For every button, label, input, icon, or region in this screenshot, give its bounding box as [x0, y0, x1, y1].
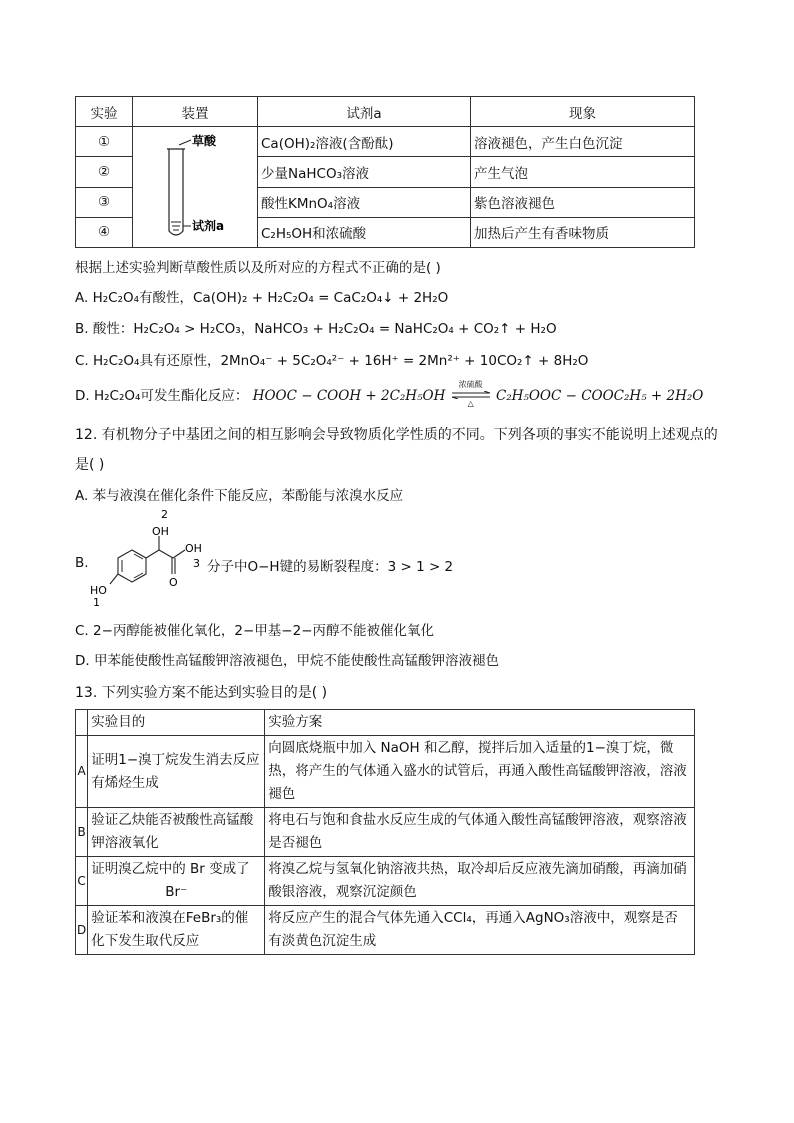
reaction-condition-arrow [450, 380, 492, 408]
goal-cell: 验证乙炔能否被酸性高锰酸钾溶液氧化 [88, 808, 265, 857]
struct-number-3: 3 [193, 557, 200, 570]
row-number: ③ [76, 187, 133, 217]
option-key: A [76, 736, 88, 808]
table-row [76, 127, 695, 157]
apparatus-cell [133, 127, 258, 248]
goal-line-br-ion: Br⁻ [165, 884, 188, 900]
q12-option-c: C. 2−丙醇能被催化氧化，2−甲基−2−丙醇不能被催化氧化 [75, 623, 435, 639]
experiment-table [75, 96, 695, 248]
struct-oh-right: OH [185, 542, 202, 555]
header-cell: 实验 [76, 97, 133, 127]
q11-stem: 根据上述实验判断草酸性质以及所对应的方程式不正确的是( ) [75, 260, 441, 276]
equilibrium-arrow-icon [450, 391, 492, 399]
row-number: ④ [76, 217, 133, 247]
q12-stem-line2: 是( ) [75, 457, 105, 473]
test-tube-diagram [133, 127, 251, 247]
phenomenon-cell: 紫色溶液褪色 [471, 187, 695, 217]
struct-oh-top: OH [152, 525, 169, 538]
q12-stem-line1: 12. 有机物分子中基团之间的相互影响会导致物质化学性质的不同。下列各项的事实不能说明上述观点的 [75, 427, 718, 443]
reagent-cell: 少量NaHCO₃溶液 [258, 157, 471, 187]
plan-cell: 将溴乙烷与氢氧化钠溶液共热，取冷却后反应液先滴加硝酸，再滴加硝酸银溶液，观察沉淀颜色 [265, 857, 695, 906]
plan-cell: 将电石与饱和食盐水反应生成的气体通入酸性高锰酸钾溶液，观察溶液是否褪色 [265, 808, 695, 857]
q11-option-b: B. 酸性：H₂C₂O₄ > H₂CO₃，NaHCO₃ + H₂C₂O₄ = NaHC₂O₄ + CO₂↑ + H₂O [75, 321, 557, 337]
q12-option-d: D. 甲苯能使酸性高锰酸钾溶液褪色，甲烷不能使酸性高锰酸钾溶液褪色 [75, 653, 499, 669]
apparatus-top-label: 草酸 [192, 134, 217, 148]
goal-cell: 证明1−溴丁烷发生消去反应有烯烃生成 [88, 736, 265, 808]
q11-option-d [75, 380, 704, 408]
option-key: D [76, 906, 88, 955]
plan-cell: 将反应产生的混合气体先通入CCl₄，再通入AgNO₃溶液中，观察是否有淡黄色沉淀生成 [265, 906, 695, 955]
goal-cell: 验证苯和液溴在FeBr₃的催化下发生取代反应 [88, 906, 265, 955]
q13-table [75, 709, 695, 955]
phenomenon-cell: 溶液褪色，产生白色沉淀 [471, 127, 695, 157]
q11-option-d-lhs: HOOC − COOH + 2C₂H₅OH [252, 388, 446, 404]
plan-cell: 向圆底烧瓶中加入 NaOH 和乙醇，搅拌后加入适量的1−溴丁烷，微热，将产生的气体通入盛水的试管后，再通入酸性高锰酸钾溶液，溶液褪色 [265, 736, 695, 808]
option-key: C [76, 857, 88, 906]
mandelic-acid-structure [85, 508, 215, 608]
apparatus-bottom-label: 试剂a [192, 219, 225, 233]
reagent-cell: Ca(OH)₂溶液(含酚酞) [258, 127, 471, 157]
phenomenon-cell: 加热后产生有香味物质 [471, 217, 695, 247]
condition-bottom: △ [467, 399, 474, 408]
phenomenon-cell: 产生气泡 [471, 157, 695, 187]
q11-option-c: C. H₂C₂O₄具有还原性，2MnO₄⁻ + 5C₂O₄²⁻ + 16H⁺ = 2Mn²⁺ + 10CO₂↑ + 8H₂O [75, 353, 589, 369]
header-cell: 实验目的 [88, 710, 265, 736]
table-row [76, 857, 695, 906]
goal-line: 证明溴乙烷中的 Br 变成了 [91, 861, 250, 877]
struct-ho: HO [90, 584, 107, 597]
table-row [76, 736, 695, 808]
header-cell: 现象 [471, 97, 695, 127]
q11-option-d-prefix: D. H₂C₂O₄可发生酯化反应： [75, 388, 249, 404]
q12-option-b-text: 分子中O−H键的易断裂程度：3 > 1 > 2 [207, 559, 454, 575]
q12-option-a: A. 苯与液溴在催化条件下能反应，苯酚能与浓溴水反应 [75, 488, 404, 504]
struct-number-1: 1 [93, 596, 100, 608]
table-row [76, 808, 695, 857]
reagent-cell: 酸性KMnO₄溶液 [258, 187, 471, 217]
row-number: ② [76, 157, 133, 187]
q13-stem: 13. 下列实验方案不能达到实验目的是( ) [75, 685, 328, 701]
table-row [76, 906, 695, 955]
goal-cell [88, 857, 265, 906]
row-number: ① [76, 127, 133, 157]
table-header [76, 710, 695, 736]
header-cell: 实验方案 [265, 710, 695, 736]
struct-number-2: 2 [161, 508, 168, 521]
q12-option-b-label: B. [75, 555, 89, 571]
q11-option-d-rhs: C₂H₅OOC − COOC₂H₅ + 2H₂O [495, 388, 704, 404]
option-key: B [76, 808, 88, 857]
header-cell: 装置 [133, 97, 258, 127]
condition-top: 浓硫酸 [458, 380, 483, 389]
reagent-cell: C₂H₅OH和浓硫酸 [258, 217, 471, 247]
table-header [76, 97, 695, 127]
header-cell: 试剂a [258, 97, 471, 127]
q11-option-a: A. H₂C₂O₄有酸性，Ca(OH)₂ + H₂C₂O₄ = CaC₂O₄↓ + 2H₂O [75, 290, 449, 306]
struct-o: O [169, 576, 178, 589]
